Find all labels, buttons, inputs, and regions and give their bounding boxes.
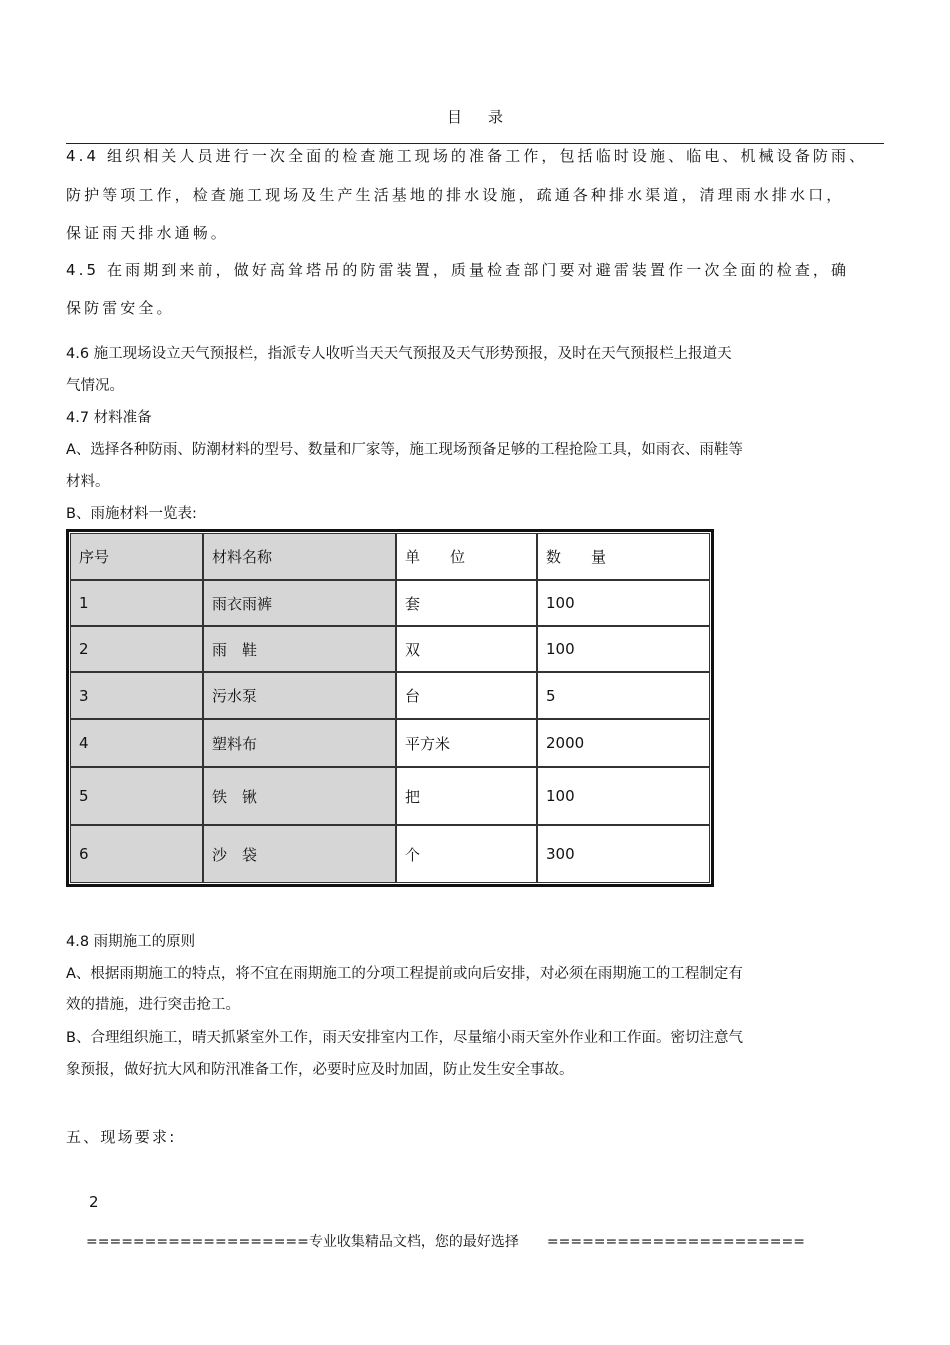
table-cell: 双 [396,626,537,672]
table-header-cell: 序号 [70,533,203,580]
table-row [70,767,710,825]
paragraph-4-6-line-1: 4.6 施工现场设立天气预报栏，指派专人收听当天天气预报及天气形势预报，及时在天气预报栏上报道天 [66,346,732,362]
paragraph-4-8b-line-2: 象预报，做好抗大风和防汛准备工作，必要时应及时加固，防止发生安全事故。 [66,1062,574,1078]
footer-banner: ===================专业收集精品文档，您的最好选择 ====================== [86,1234,805,1250]
table-header-cell: 单 位 [396,533,537,580]
paragraph-4-6-line-2: 气情况。 [66,378,124,394]
table-cell: 平方米 [396,719,537,767]
paragraph-4-4-line-1: 4.4 组织相关人员进行一次全面的检查施工现场的准备工作，包括临时设施、临电、机械设备防雨、 [66,147,868,165]
paragraph-4-8a-line-1: A、根据雨期施工的特点，将不宜在雨期施工的分项工程提前或向后安排，对必须在雨期施工的工程制定有 [66,966,743,982]
table-header-cell: 材料名称 [203,533,396,580]
table-cell: 5 [70,767,203,825]
table-cell: 100 [537,626,710,672]
section-4-7-heading: 4.7 材料准备 [66,410,152,426]
header-divider [66,143,884,144]
table-cell: 2000 [537,719,710,767]
table-row [70,626,710,672]
table-cell: 铁 锹 [203,767,396,825]
table-cell: 2 [70,626,203,672]
table-cell: 4 [70,719,203,767]
paragraph-4-8b-line-1: B、合理组织施工，晴天抓紧室外工作，雨天安排室内工作，尽量缩小雨天室外作业和工作面。密切注意气 [66,1030,743,1046]
paragraph-4-4-line-2: 防护等项工作，检查施工现场及生产生活基地的排水设施，疏通各种排水渠道，清理雨水排水口， [66,186,845,204]
page-title: 目录 [446,108,529,126]
paragraph-4-7a-line-2: 材料。 [66,474,110,490]
paragraph-4-7b: B、雨施材料一览表: [66,506,197,522]
table-header-cell: 数 量 [537,533,710,580]
table-cell: 雨衣雨裤 [203,580,396,626]
table-cell: 把 [396,767,537,825]
table-cell: 沙 袋 [203,825,396,883]
table-cell: 5 [537,672,710,719]
table-header-row [70,533,710,580]
table-cell: 1 [70,580,203,626]
paragraph-4-4-line-3: 保证雨天排水通畅。 [66,224,229,242]
paragraph-4-7a-line-1: A、选择各种防雨、防潮材料的型号、数量和厂家等，施工现场预备足够的工程抢险工具，如雨衣、雨鞋等 [66,442,743,458]
table-cell: 台 [396,672,537,719]
table-cell: 3 [70,672,203,719]
paragraph-4-8a-line-2: 效的措施，进行突击抢工。 [66,997,240,1013]
section-5-heading: 五、现场要求: [66,1128,177,1146]
table-cell: 100 [537,580,710,626]
page-number: 2 [89,1193,99,1211]
table-cell: 套 [396,580,537,626]
table-cell: 污水泵 [203,672,396,719]
rain-materials-table [66,529,714,887]
table-cell: 塑料布 [203,719,396,767]
table-row [70,580,710,626]
table-cell: 6 [70,825,203,883]
table-cell: 300 [537,825,710,883]
table-cell: 雨 鞋 [203,626,396,672]
section-4-8-heading: 4.8 雨期施工的原则 [66,934,196,950]
table-cell: 个 [396,825,537,883]
table-row [70,825,710,883]
table-cell: 100 [537,767,710,825]
paragraph-4-5-line-1: 4.5 在雨期到来前，做好高耸塔吊的防雷装置，质量检查部门要对避雷装置作一次全面的检查，确 [66,261,850,279]
table-row [70,719,710,767]
paragraph-4-5-line-2: 保防雷安全。 [66,299,175,317]
table-row [70,672,710,719]
